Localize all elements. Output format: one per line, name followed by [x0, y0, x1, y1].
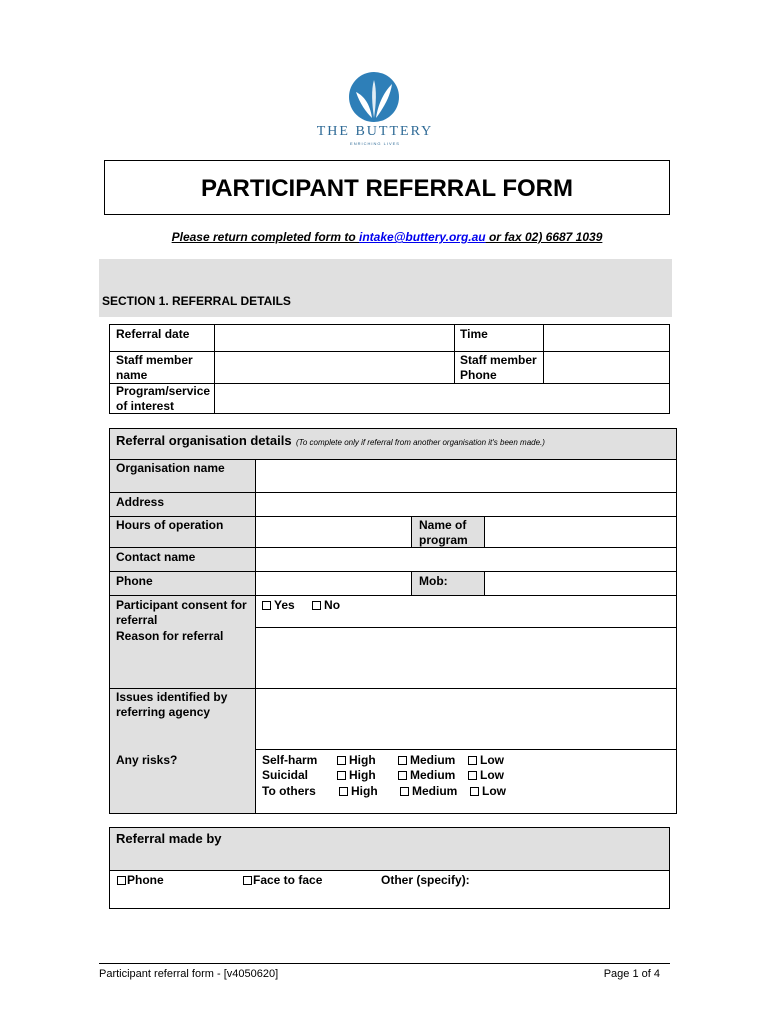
risk-medium-option[interactable] [400, 784, 457, 799]
risk-medium-option[interactable] [398, 753, 455, 768]
staff-member-phone-field[interactable] [544, 352, 669, 383]
title-box [104, 160, 670, 215]
footer-page-number: Page 1 of 4 [603, 968, 660, 980]
consent-label: Participant consent for referral [116, 598, 247, 627]
referral-date-field[interactable] [215, 325, 454, 351]
issues-label: Issues identified by referring agency [116, 690, 228, 719]
risk-type: To others [262, 784, 316, 798]
risk-row-to-others [262, 784, 672, 800]
checkbox-icon[interactable] [262, 601, 271, 610]
phone-field[interactable] [256, 572, 411, 595]
logo-tagline: ENRICHING LIVES [350, 141, 400, 146]
checkbox-icon[interactable] [398, 771, 407, 780]
referral-phone-option[interactable] [117, 873, 164, 888]
checkbox-icon[interactable] [312, 601, 321, 610]
risk-low-option[interactable] [468, 768, 504, 783]
risk-high-label: High [349, 753, 376, 767]
contact-name-field[interactable] [256, 548, 676, 571]
risk-high-option[interactable] [337, 768, 376, 783]
issues-field[interactable] [256, 689, 676, 749]
program-field[interactable] [215, 384, 669, 413]
footer-left: Participant referral form - [v4050620] [99, 968, 279, 980]
consent-no-label: No [324, 598, 341, 612]
risk-row-self-harm [262, 753, 672, 768]
risk-type: Suicidal [262, 768, 309, 782]
risk-medium-label: Medium [410, 768, 456, 782]
section1-table [109, 324, 670, 414]
risk-medium-label: Medium [410, 753, 456, 767]
logo-name: THE BUTTERY [316, 124, 434, 139]
name-of-program-label: Name of program [419, 518, 468, 547]
section1-band [99, 259, 672, 317]
hours-label: Hours of operation [116, 518, 224, 532]
risk-low-label: Low [482, 784, 506, 798]
referral-phone-label: Phone [127, 873, 164, 887]
risk-low-label: Low [480, 753, 504, 767]
checkbox-icon[interactable] [468, 771, 477, 780]
checkbox-icon[interactable] [117, 876, 126, 885]
risk-low-option[interactable] [468, 753, 504, 768]
mob-field[interactable] [485, 572, 676, 595]
risk-medium-label: Medium [412, 784, 458, 798]
reason-field[interactable] [256, 628, 676, 688]
organisation-name-label: Organisation name [116, 461, 225, 475]
reason-label: Reason for referral [116, 629, 224, 643]
risk-high-option[interactable] [339, 784, 378, 799]
risk-low-option[interactable] [470, 784, 506, 799]
checkbox-icon[interactable] [400, 787, 409, 796]
referral-face-to-face-label: Face to face [253, 873, 323, 887]
referral-made-by-table [109, 827, 670, 909]
address-label: Address [116, 495, 165, 509]
checkbox-icon[interactable] [337, 756, 346, 765]
mob-label: Mob: [419, 574, 448, 588]
logo [300, 66, 450, 146]
checkbox-icon[interactable] [339, 787, 348, 796]
referral-other-field[interactable] [480, 871, 668, 907]
time-field[interactable] [544, 325, 669, 351]
org-details-heading-wrap [116, 432, 545, 450]
risk-medium-option[interactable] [398, 768, 455, 783]
phone-label: Phone [116, 574, 153, 588]
checkbox-icon[interactable] [470, 787, 479, 796]
risk-high-label: High [351, 784, 378, 798]
referral-date-label: Referral date [116, 327, 190, 341]
checkbox-icon[interactable] [337, 771, 346, 780]
checkbox-icon[interactable] [468, 756, 477, 765]
referral-other-label: Other (specify): [381, 873, 470, 887]
organisation-name-field[interactable] [256, 460, 676, 492]
address-field[interactable] [256, 493, 676, 516]
consent-no-option[interactable] [312, 598, 340, 612]
checkbox-icon[interactable] [398, 756, 407, 765]
return-note [104, 230, 670, 244]
risk-high-option[interactable] [337, 753, 376, 768]
name-of-program-field[interactable] [485, 517, 676, 547]
contact-name-label: Contact name [116, 550, 196, 564]
hours-field[interactable] [256, 517, 411, 547]
section1-heading: SECTION 1. REFERRAL DETAILS [102, 294, 291, 308]
staff-member-name-label: Staff member name [116, 353, 193, 382]
risk-row-suicidal [262, 768, 672, 784]
risks-label: Any risks? [116, 753, 178, 767]
org-details-heading: Referral organisation details [116, 433, 292, 448]
org-details-table [109, 428, 677, 814]
program-label: Program/service of interest [116, 384, 211, 413]
referral-face-to-face-option[interactable] [243, 873, 322, 888]
intake-email-link[interactable]: intake@buttery.org.au [359, 230, 486, 244]
footer-divider [99, 963, 670, 964]
risk-low-label: Low [480, 768, 504, 782]
staff-member-name-field[interactable] [215, 352, 454, 383]
return-note-prefix: Please return completed form to [171, 230, 360, 244]
risk-high-label: High [349, 768, 376, 782]
risk-type: Self-harm [262, 753, 318, 767]
consent-options [262, 598, 340, 613]
consent-yes-label: Yes [274, 598, 295, 612]
checkbox-icon[interactable] [243, 876, 252, 885]
staff-member-phone-label: Staff member Phone [460, 353, 537, 382]
consent-yes-option[interactable] [262, 598, 295, 612]
referral-made-by-heading: Referral made by [116, 831, 222, 846]
time-label: Time [460, 327, 488, 341]
return-note-suffix: or fax 02) 6687 1039 [485, 230, 603, 244]
risks-grid [262, 753, 672, 800]
page-title: PARTICIPANT REFERRAL FORM [201, 175, 573, 202]
org-details-note: (To complete only if referral from another organisation it's been made.) [296, 438, 545, 447]
butterfly-logo-icon [344, 70, 404, 130]
